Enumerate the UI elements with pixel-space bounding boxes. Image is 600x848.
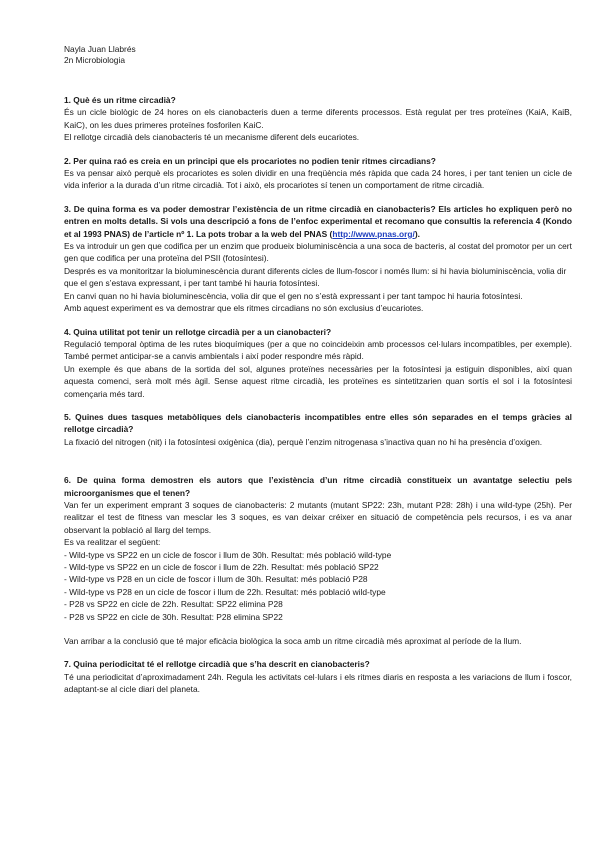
question-7	[64, 658, 572, 695]
experiment-item: - P28 vs SP22 en cicle de 22h. Resultat: SP22 elimina P28	[64, 599, 283, 610]
question-3-answer-p2: Després es va monitoritzar la bioluminescència durant diferents cicles de llum-foscor i només llum: si hi havia bioluminiscència, volia dir que el gen s’estava expressant, i per tant també hi hauria fotosíntesi.	[64, 265, 567, 289]
experiment-list	[64, 549, 572, 623]
experiment-item: - Wild-type vs P28 en un cicle de foscor i llum de 22h. Resultat: més població wild-type	[64, 586, 386, 597]
question-5	[64, 411, 572, 448]
question-1-answer-p2: El rellotge circadià dels cianobacteris té un mecanisme diferent dels eucariotes.	[64, 132, 360, 143]
question-1	[64, 94, 572, 144]
question-4	[64, 326, 572, 400]
course-name: 2n Microbiologia	[64, 55, 125, 65]
author-block	[64, 44, 572, 66]
question-3-title	[64, 203, 572, 240]
question-2-title: 2. Per quina raó es creia en un principi que els procariotes no podien tenir ritmes circadians?	[64, 155, 436, 166]
question-7-answer-p1: Té una periodicitat d’aproximadament 24h. Regula les activitats cel·lulars i els ritmes diaris en resposta a les variacions de llum i foscor, adaptant-se al cicle diari del planeta.	[64, 671, 572, 695]
question-6-answer-p2: Es va realitzar el següent:	[64, 537, 161, 548]
author-name: Nayla Juan Llabrés	[64, 44, 136, 54]
experiment-item: - Wild-type vs SP22 en un cicle de foscor i llum de 22h. Resultat: més població SP22	[64, 562, 379, 572]
experiment-item: - P28 vs SP22 en cicle de 30h. Resultat: P28 elimina SP22	[64, 611, 283, 622]
question-7-title: 7. Quina periodicitat té el rellotge circadià que s’ha descrit en cianobacteris?	[64, 659, 370, 670]
question-3-answer-p1: Es va introduir un gen que codifica per un enzim que produeix bioluminiscència a una soca de bacteris, al costat del promotor per un cert gen que codifica per una proteïna del PSII (fotosíntesi).	[64, 241, 572, 264]
question-6-title: 6. De quina forma demostren els autors que l’existència d’un ritme circadià constitueix un avantatge selectiu pels microorganismes que el tenen?	[64, 475, 572, 498]
question-6-answer-p1: Van fer un experiment emprant 3 soques de cianobacteris: 2 mutants (mutant SP22: 23h, mutant P28: 28h) i una wild-type (25h). Per realitzar el test de fitness van mesclar les 3 soques, es van deixar créixer en situació de competència pels recursos, i es va anar observant la població al llarg del temps.	[64, 499, 572, 535]
question-3	[64, 203, 572, 315]
question-6-answer-p3: Van arribar a la conclusió que té major eficàcia biològica la soca amb un ritme circadià més aproximat al període de la llum.	[64, 636, 522, 647]
question-2	[64, 155, 572, 192]
question-5-title: 5. Quines dues tasques metabòliques dels cianobacteris incompatibles entre elles són separades en el temps gràcies al rellotge circadià?	[64, 411, 572, 435]
question-5-answer-p1: La fixació del nitrogen (nit) i la fotosíntesi oxigènica (dia), perquè l’enzim nitrogenasa s’inactiva quan no hi ha presència d’oxigen.	[64, 436, 543, 447]
question-4-title: 4. Quina utilitat pot tenir un rellotge circadià per a un cianobacteri?	[64, 326, 332, 337]
question-1-title: 1. Què és un ritme circadià?	[64, 95, 176, 105]
question-3-title-end: ).	[414, 228, 420, 239]
pnas-link[interactable]: http://www.pnas.org/	[332, 228, 415, 239]
question-4-answer-p2: Un exemple és que abans de la sortida del sol, algunes proteïnes necessàries per la fotosíntesi ja estiguin disponibles, així quan aquesta comenci, serà molt més àgil. Sense aquest ritme circadià, les proteïnes es sintetitzarien quan sortís el sol i la fotosíntesi començaria més tard.	[64, 363, 572, 399]
document-page	[64, 44, 572, 696]
question-3-answer-p4: Amb aquest experiment es va demostrar que els ritmes circadians no són exclusius d’eucariotes.	[64, 303, 424, 314]
question-3-title-text: 3. De quina forma es va poder demostrar l’existència de un ritme circadià en cianobacteris? Els articles ho expliquen però no entren en molts detalls. Si vols una descripció a fons de l’enfoc experimental et recomano que consultis la referencia 4 (Kondo et al 1993 PNAS) de l’article nº 1. La pots trobar a la web del PNAS (	[64, 203, 572, 239]
question-1-answer-p1: És un cicle biològic de 24 hores on els cianobacteris duen a terme diferents processos. Està regulat per tres proteïnes (KaiA, KaiB, KaiC), on les dues primeres proteïnes fosforilen KaiC.	[64, 107, 572, 130]
question-3-answer-p3: En canvi quan no hi havia bioluminescència, volia dir que el gen no s’està expressant i per tant tampoc hi hauria fotosíntesi.	[64, 290, 523, 301]
experiment-item: - Wild-type vs P28 en un cicle de foscor i llum de 30h. Resultat: més població P28	[64, 574, 368, 585]
question-6	[64, 474, 572, 647]
experiment-item: - Wild-type vs SP22 en un cicle de foscor i llum de 30h. Resultat: més població wild-type	[64, 549, 392, 560]
question-4-answer-p1: Regulació temporal òptima de les rutes bioquímiques (per a que no coincideixin amb processos cel·lulars incompatibles, per exemple). També permet anticipar-se a canvis ambientals i així poder respondre més ràpid.	[64, 338, 572, 362]
question-2-answer-p1: Es va pensar això perquè els procariotes es solen dividir en una freqüència més ràpida que cada 24 hores, i per tant tenien un cicle de vida inferior a la durada d’un ritme circadià. Tot i això, els procariotes sí tenen un comportament de ritme circadià.	[64, 168, 572, 191]
